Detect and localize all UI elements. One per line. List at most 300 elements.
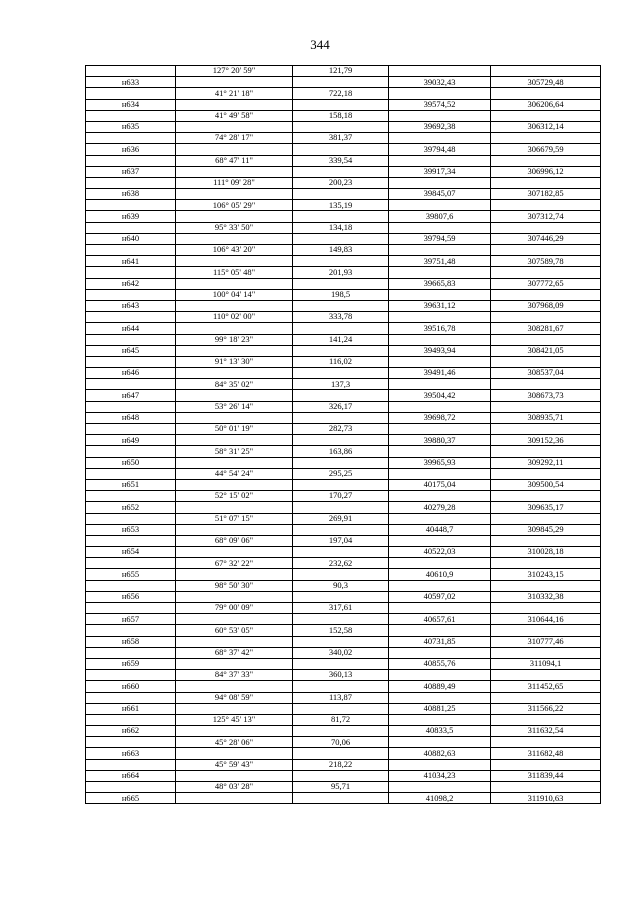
length-cell: [293, 435, 389, 446]
point-id-cell: [86, 625, 176, 636]
segment-row: [86, 356, 601, 367]
point-row: [86, 99, 601, 110]
point-id-cell: [86, 88, 176, 99]
angle-cell: 100° 04' 14": [176, 289, 293, 300]
length-cell: [293, 233, 389, 244]
length-cell: [293, 121, 389, 132]
y-coordinate-cell: [491, 446, 601, 457]
angle-cell: 52° 15' 02": [176, 491, 293, 502]
point-id-cell: н664: [86, 770, 176, 781]
y-coordinate-cell: 309635,17: [491, 502, 601, 513]
x-coordinate-cell: [389, 334, 491, 345]
point-id-cell: н661: [86, 703, 176, 714]
length-cell: [293, 681, 389, 692]
y-coordinate-cell: 308935,71: [491, 412, 601, 423]
length-cell: 381,37: [293, 133, 389, 144]
segment-row: [86, 692, 601, 703]
y-coordinate-cell: 308281,67: [491, 323, 601, 334]
angle-cell: [176, 748, 293, 759]
angle-cell: 68° 37' 42": [176, 647, 293, 658]
y-coordinate-cell: [491, 513, 601, 524]
length-cell: [293, 479, 389, 490]
length-cell: 360,13: [293, 670, 389, 681]
y-coordinate-cell: 307312,74: [491, 211, 601, 222]
x-coordinate-cell: [389, 580, 491, 591]
y-coordinate-cell: 309292,11: [491, 457, 601, 468]
point-id-cell: н650: [86, 457, 176, 468]
point-id-cell: [86, 66, 176, 77]
y-coordinate-cell: 307182,85: [491, 189, 601, 200]
y-coordinate-cell: 306996,12: [491, 166, 601, 177]
point-row: [86, 211, 601, 222]
segment-row: [86, 424, 601, 435]
page-number: 344: [310, 37, 330, 52]
x-coordinate-cell: [389, 200, 491, 211]
point-id-cell: н653: [86, 524, 176, 535]
point-id-cell: [86, 714, 176, 725]
y-coordinate-cell: 311632,54: [491, 726, 601, 737]
y-coordinate-cell: 311094,1: [491, 658, 601, 669]
point-id-cell: [86, 200, 176, 211]
point-id-cell: н642: [86, 278, 176, 289]
x-coordinate-cell: 40175,04: [389, 479, 491, 490]
angle-cell: [176, 636, 293, 647]
y-coordinate-cell: 307446,29: [491, 233, 601, 244]
x-coordinate-cell: 39794,59: [389, 233, 491, 244]
length-cell: [293, 457, 389, 468]
x-coordinate-cell: [389, 670, 491, 681]
y-coordinate-cell: 309845,29: [491, 524, 601, 535]
x-coordinate-cell: [389, 177, 491, 188]
x-coordinate-cell: 40881,25: [389, 703, 491, 714]
point-row: [86, 524, 601, 535]
y-coordinate-cell: 310332,38: [491, 591, 601, 602]
coordinate-table-body: [86, 66, 601, 804]
angle-cell: [176, 770, 293, 781]
angle-cell: 50° 01' 19": [176, 424, 293, 435]
point-id-cell: [86, 379, 176, 390]
point-id-cell: н656: [86, 591, 176, 602]
segment-row: [86, 312, 601, 323]
length-cell: 158,18: [293, 110, 389, 121]
angle-cell: 94° 08' 59": [176, 692, 293, 703]
y-coordinate-cell: [491, 603, 601, 614]
x-coordinate-cell: 40522,03: [389, 547, 491, 558]
x-coordinate-cell: [389, 155, 491, 166]
point-row: [86, 368, 601, 379]
point-id-cell: [86, 692, 176, 703]
x-coordinate-cell: [389, 222, 491, 233]
point-row: [86, 189, 601, 200]
x-coordinate-cell: 39665,83: [389, 278, 491, 289]
angle-cell: [176, 547, 293, 558]
angle-cell: [176, 457, 293, 468]
angle-cell: [176, 368, 293, 379]
angle-cell: [176, 726, 293, 737]
point-id-cell: н644: [86, 323, 176, 334]
length-cell: [293, 368, 389, 379]
angle-cell: 91° 13' 30": [176, 356, 293, 367]
y-coordinate-cell: 305729,48: [491, 77, 601, 88]
point-id-cell: н643: [86, 300, 176, 311]
angle-cell: [176, 591, 293, 602]
x-coordinate-cell: 40882,63: [389, 748, 491, 759]
segment-row: [86, 580, 601, 591]
angle-cell: 111° 09' 28": [176, 177, 293, 188]
length-cell: 95,71: [293, 782, 389, 793]
point-row: [86, 121, 601, 132]
length-cell: [293, 770, 389, 781]
length-cell: [293, 144, 389, 155]
point-id-cell: [86, 558, 176, 569]
y-coordinate-cell: [491, 468, 601, 479]
angle-cell: 68° 47' 11": [176, 155, 293, 166]
x-coordinate-cell: 39574,52: [389, 99, 491, 110]
point-id-cell: [86, 289, 176, 300]
length-cell: [293, 189, 389, 200]
point-id-cell: [86, 401, 176, 412]
x-coordinate-cell: 40448,7: [389, 524, 491, 535]
angle-cell: [176, 121, 293, 132]
point-id-cell: н641: [86, 256, 176, 267]
angle-cell: 84° 37' 33": [176, 670, 293, 681]
x-coordinate-cell: [389, 133, 491, 144]
point-row: [86, 390, 601, 401]
angle-cell: [176, 323, 293, 334]
point-row: [86, 479, 601, 490]
x-coordinate-cell: [389, 759, 491, 770]
point-id-cell: н645: [86, 345, 176, 356]
segment-row: [86, 289, 601, 300]
x-coordinate-cell: [389, 603, 491, 614]
segment-row: [86, 401, 601, 412]
point-id-cell: [86, 580, 176, 591]
segment-row: [86, 491, 601, 502]
x-coordinate-cell: [389, 782, 491, 793]
point-row: [86, 547, 601, 558]
angle-cell: [176, 345, 293, 356]
segment-row: [86, 535, 601, 546]
point-id-cell: [86, 424, 176, 435]
length-cell: 339,54: [293, 155, 389, 166]
length-cell: [293, 412, 389, 423]
segment-row: [86, 245, 601, 256]
length-cell: 722,18: [293, 88, 389, 99]
x-coordinate-cell: [389, 513, 491, 524]
length-cell: 232,62: [293, 558, 389, 569]
x-coordinate-cell: 39807,6: [389, 211, 491, 222]
y-coordinate-cell: [491, 759, 601, 770]
point-id-cell: н652: [86, 502, 176, 513]
point-row: [86, 681, 601, 692]
length-cell: 282,73: [293, 424, 389, 435]
x-coordinate-cell: [389, 491, 491, 502]
x-coordinate-cell: [389, 714, 491, 725]
length-cell: 137,3: [293, 379, 389, 390]
length-cell: [293, 658, 389, 669]
segment-row: [86, 88, 601, 99]
segment-row: [86, 468, 601, 479]
x-coordinate-cell: [389, 88, 491, 99]
y-coordinate-cell: 307968,09: [491, 300, 601, 311]
length-cell: [293, 748, 389, 759]
length-cell: [293, 614, 389, 625]
length-cell: 218,22: [293, 759, 389, 770]
length-cell: 163,86: [293, 446, 389, 457]
angle-cell: [176, 479, 293, 490]
length-cell: [293, 323, 389, 334]
y-coordinate-cell: 310243,15: [491, 569, 601, 580]
angle-cell: 79° 00' 09": [176, 603, 293, 614]
point-id-cell: [86, 222, 176, 233]
y-coordinate-cell: 307772,65: [491, 278, 601, 289]
x-coordinate-cell: 40279,28: [389, 502, 491, 513]
x-coordinate-cell: 39917,34: [389, 166, 491, 177]
angle-cell: 48° 03' 28": [176, 782, 293, 793]
x-coordinate-cell: 39491,46: [389, 368, 491, 379]
y-coordinate-cell: [491, 401, 601, 412]
point-row: [86, 457, 601, 468]
point-id-cell: н635: [86, 121, 176, 132]
x-coordinate-cell: 39504,42: [389, 390, 491, 401]
point-id-cell: [86, 312, 176, 323]
y-coordinate-cell: [491, 692, 601, 703]
point-row: [86, 502, 601, 513]
point-row: [86, 793, 601, 804]
angle-cell: [176, 300, 293, 311]
x-coordinate-cell: 39692,38: [389, 121, 491, 132]
angle-cell: [176, 614, 293, 625]
length-cell: [293, 703, 389, 714]
x-coordinate-cell: [389, 245, 491, 256]
y-coordinate-cell: 311839,44: [491, 770, 601, 781]
point-row: [86, 748, 601, 759]
angle-cell: 67° 32' 22": [176, 558, 293, 569]
y-coordinate-cell: 309500,54: [491, 479, 601, 490]
point-row: [86, 166, 601, 177]
point-id-cell: н665: [86, 793, 176, 804]
point-id-cell: [86, 133, 176, 144]
length-cell: 201,93: [293, 267, 389, 278]
y-coordinate-cell: [491, 155, 601, 166]
length-cell: [293, 390, 389, 401]
length-cell: 70,06: [293, 737, 389, 748]
point-row: [86, 300, 601, 311]
point-id-cell: н636: [86, 144, 176, 155]
angle-cell: 106° 05' 29": [176, 200, 293, 211]
point-id-cell: н651: [86, 479, 176, 490]
point-id-cell: [86, 446, 176, 457]
segment-row: [86, 737, 601, 748]
x-coordinate-cell: 40597,02: [389, 591, 491, 602]
x-coordinate-cell: 40731,85: [389, 636, 491, 647]
x-coordinate-cell: 39751,48: [389, 256, 491, 267]
y-coordinate-cell: 310644,16: [491, 614, 601, 625]
point-id-cell: [86, 245, 176, 256]
point-id-cell: н638: [86, 189, 176, 200]
segment-row: [86, 759, 601, 770]
angle-cell: 99° 18' 23": [176, 334, 293, 345]
length-cell: [293, 345, 389, 356]
point-id-cell: [86, 647, 176, 658]
point-row: [86, 770, 601, 781]
point-id-cell: [86, 334, 176, 345]
point-row: [86, 233, 601, 244]
y-coordinate-cell: [491, 88, 601, 99]
point-row: [86, 569, 601, 580]
y-coordinate-cell: 309152,36: [491, 435, 601, 446]
point-row: [86, 591, 601, 602]
angle-cell: 45° 59' 43": [176, 759, 293, 770]
segment-row: [86, 446, 601, 457]
point-id-cell: н649: [86, 435, 176, 446]
y-coordinate-cell: [491, 222, 601, 233]
length-cell: [293, 524, 389, 535]
x-coordinate-cell: [389, 66, 491, 77]
segment-row: [86, 200, 601, 211]
point-id-cell: [86, 737, 176, 748]
y-coordinate-cell: 310028,18: [491, 547, 601, 558]
x-coordinate-cell: 39880,37: [389, 435, 491, 446]
x-coordinate-cell: [389, 401, 491, 412]
x-coordinate-cell: [389, 468, 491, 479]
length-cell: [293, 591, 389, 602]
y-coordinate-cell: [491, 334, 601, 345]
segment-row: [86, 670, 601, 681]
angle-cell: 74° 28' 17": [176, 133, 293, 144]
point-row: [86, 256, 601, 267]
y-coordinate-cell: [491, 782, 601, 793]
y-coordinate-cell: [491, 133, 601, 144]
angle-cell: [176, 189, 293, 200]
length-cell: [293, 300, 389, 311]
point-row: [86, 435, 601, 446]
angle-cell: [176, 435, 293, 446]
y-coordinate-cell: [491, 379, 601, 390]
x-coordinate-cell: 40855,76: [389, 658, 491, 669]
length-cell: 170,27: [293, 491, 389, 502]
point-id-cell: [86, 670, 176, 681]
point-id-cell: н646: [86, 368, 176, 379]
point-id-cell: н637: [86, 166, 176, 177]
length-cell: 326,17: [293, 401, 389, 412]
length-cell: 295,25: [293, 468, 389, 479]
y-coordinate-cell: [491, 647, 601, 658]
point-id-cell: [86, 356, 176, 367]
point-id-cell: н640: [86, 233, 176, 244]
point-id-cell: н657: [86, 614, 176, 625]
point-row: [86, 345, 601, 356]
segment-row: [86, 603, 601, 614]
x-coordinate-cell: 39493,94: [389, 345, 491, 356]
segment-row: [86, 133, 601, 144]
y-coordinate-cell: [491, 714, 601, 725]
point-id-cell: н647: [86, 390, 176, 401]
segment-row: [86, 66, 601, 77]
y-coordinate-cell: [491, 200, 601, 211]
angle-cell: 115° 05' 48": [176, 267, 293, 278]
point-id-cell: н655: [86, 569, 176, 580]
angle-cell: 68° 09' 06": [176, 535, 293, 546]
length-cell: [293, 636, 389, 647]
angle-cell: 45° 28' 06": [176, 737, 293, 748]
angle-cell: 127° 20' 59": [176, 66, 293, 77]
length-cell: 317,61: [293, 603, 389, 614]
y-coordinate-cell: 311452,65: [491, 681, 601, 692]
angle-cell: [176, 77, 293, 88]
y-coordinate-cell: 308421,05: [491, 345, 601, 356]
point-id-cell: [86, 491, 176, 502]
angle-cell: 98° 50' 30": [176, 580, 293, 591]
angle-cell: [176, 278, 293, 289]
y-coordinate-cell: 311910,63: [491, 793, 601, 804]
length-cell: [293, 211, 389, 222]
segment-row: [86, 647, 601, 658]
x-coordinate-cell: 39032,43: [389, 77, 491, 88]
segment-row: [86, 155, 601, 166]
angle-cell: [176, 524, 293, 535]
angle-cell: 44° 54' 24": [176, 468, 293, 479]
y-coordinate-cell: 306312,14: [491, 121, 601, 132]
point-id-cell: н659: [86, 658, 176, 669]
y-coordinate-cell: 311566,22: [491, 703, 601, 714]
angle-cell: 53° 26' 14": [176, 401, 293, 412]
angle-cell: [176, 569, 293, 580]
length-cell: 81,72: [293, 714, 389, 725]
point-id-cell: [86, 177, 176, 188]
angle-cell: 106° 43' 20": [176, 245, 293, 256]
point-id-cell: [86, 513, 176, 524]
length-cell: [293, 547, 389, 558]
y-coordinate-cell: 308537,04: [491, 368, 601, 379]
angle-cell: [176, 233, 293, 244]
point-row: [86, 703, 601, 714]
segment-row: [86, 110, 601, 121]
angle-cell: [176, 658, 293, 669]
length-cell: [293, 278, 389, 289]
x-coordinate-cell: [389, 647, 491, 658]
x-coordinate-cell: 39516,78: [389, 323, 491, 334]
point-row: [86, 726, 601, 737]
point-id-cell: [86, 759, 176, 770]
angle-cell: [176, 256, 293, 267]
y-coordinate-cell: [491, 110, 601, 121]
length-cell: [293, 502, 389, 513]
y-coordinate-cell: [491, 356, 601, 367]
length-cell: 197,04: [293, 535, 389, 546]
segment-row: [86, 714, 601, 725]
length-cell: 149,83: [293, 245, 389, 256]
y-coordinate-cell: 311682,48: [491, 748, 601, 759]
length-cell: [293, 726, 389, 737]
x-coordinate-cell: [389, 446, 491, 457]
point-row: [86, 77, 601, 88]
point-row: [86, 658, 601, 669]
x-coordinate-cell: 40610,9: [389, 569, 491, 580]
length-cell: 116,02: [293, 356, 389, 367]
point-id-cell: [86, 110, 176, 121]
angle-cell: [176, 166, 293, 177]
x-coordinate-cell: [389, 110, 491, 121]
length-cell: 333,78: [293, 312, 389, 323]
point-id-cell: [86, 155, 176, 166]
segment-row: [86, 334, 601, 345]
x-coordinate-cell: [389, 558, 491, 569]
y-coordinate-cell: 306206,64: [491, 99, 601, 110]
x-coordinate-cell: [389, 267, 491, 278]
y-coordinate-cell: [491, 625, 601, 636]
angle-cell: [176, 793, 293, 804]
